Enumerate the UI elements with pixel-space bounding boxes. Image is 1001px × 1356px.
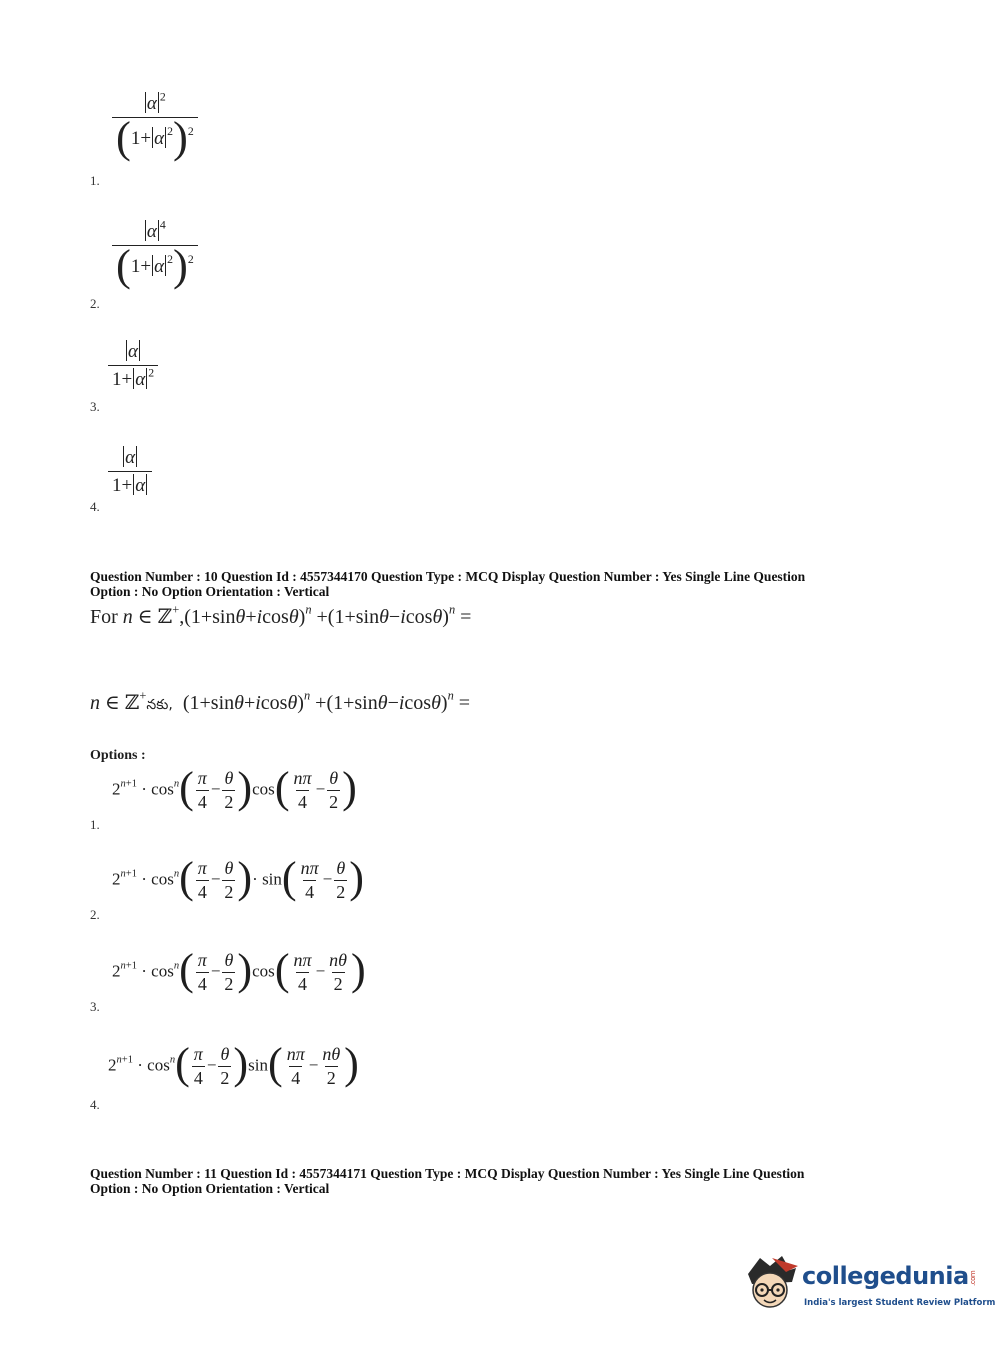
brand-tagline: India's largest Student Review Platform [804,1298,996,1308]
question-11-meta [90,1166,910,1196]
option-number: 4. [90,499,100,514]
meta-line-1: Question Number : 10 Question Id : 4557344170 Question Type : MCQ Display Question Number : Yes Single Line Question [90,569,806,584]
q10-option-4-formula: $2^{n+1} \cdot \cos^n$( $\frac{\pi}{4}$ − $\frac{\theta}{2}$ )sin( $\frac{n\pi}{4}$ − $\frac{n\theta}{2}$ ) [108,1038,359,1088]
q10-option-3-formula: $2^{n+1} \cdot \cos^n$( $\frac{\pi}{4}$ − $\frac{\theta}{2}$ )cos( $\frac{n\pi}{4}$ − $\frac{n\theta}{2}$ ) [112,944,366,994]
brand-name: collegedunia [802,1262,969,1290]
meta-line-2: Option : No Option Orientation : Vertical [90,584,330,599]
telugu-suffix: నకు, [146,697,173,713]
brand-tld: .com [968,1270,977,1286]
question-10-meta [90,569,910,599]
options-label: Options : [90,748,146,763]
option-number: 1. [90,173,100,188]
trig-function: cos [252,779,275,799]
question-10-telugu: n ∈ ℤ+నకు, $(1+\sin\theta+icos\theta)^n +(1+\sin\theta-icos\theta)^n$ = [90,688,471,714]
q10-option-1-formula: $2^{n+1} \cdot \cos^n$( $\frac{\pi}{4}$ − $\frac{\theta}{2}$ )cos( $\frac{n\pi}{4}$ − $\frac{\theta}{2}$ ) [112,762,357,812]
question-10-english: For n ∈ $ℤ^+,(1+\sin\theta+icos\theta)^n +(1+\sin\theta-icos\theta)^n$ = [90,602,472,628]
option-3-formula: $\frac{\alpha}{1+ \alpha ^2}$ [108,340,158,391]
option-2-formula: $\frac{\alpha ^4}{(1+ \alpha ^2)^2}$ [112,220,198,284]
mascot-icon [742,1252,800,1314]
trig-function: cos [252,961,275,981]
meta-line-1: Question Number : 11 Question Id : 4557344171 Question Type : MCQ Display Question Number : Yes Single Line Question [90,1166,805,1181]
option-4-formula: $\frac{\alpha}{1+ \alpha}$ [108,446,152,497]
option-number: 3. [90,999,100,1014]
meta-line-2: Option : No Option Orientation : Vertical [90,1181,330,1196]
trig-function: sin [262,869,282,889]
q10-option-2-formula: $2^{n+1} \cdot \cos^n$( $\frac{\pi}{4}$ − $\frac{\theta}{2}$ )· sin( $\frac{n\pi}{4}$ − $\frac{\theta}{2}$ ) [112,852,364,902]
option-number: 3. [90,399,100,414]
option-number: 1. [90,817,100,832]
option-number: 4. [90,1097,100,1112]
collegedunia-logo[interactable] [742,1252,996,1322]
trig-function: sin [248,1055,268,1075]
option-1-formula: $\frac{\alpha ^2}{(1+ \alpha ^2)^2}$ [112,92,198,156]
option-number: 2. [90,907,100,922]
option-number: 2. [90,296,100,311]
question-prefix: For [90,606,118,628]
